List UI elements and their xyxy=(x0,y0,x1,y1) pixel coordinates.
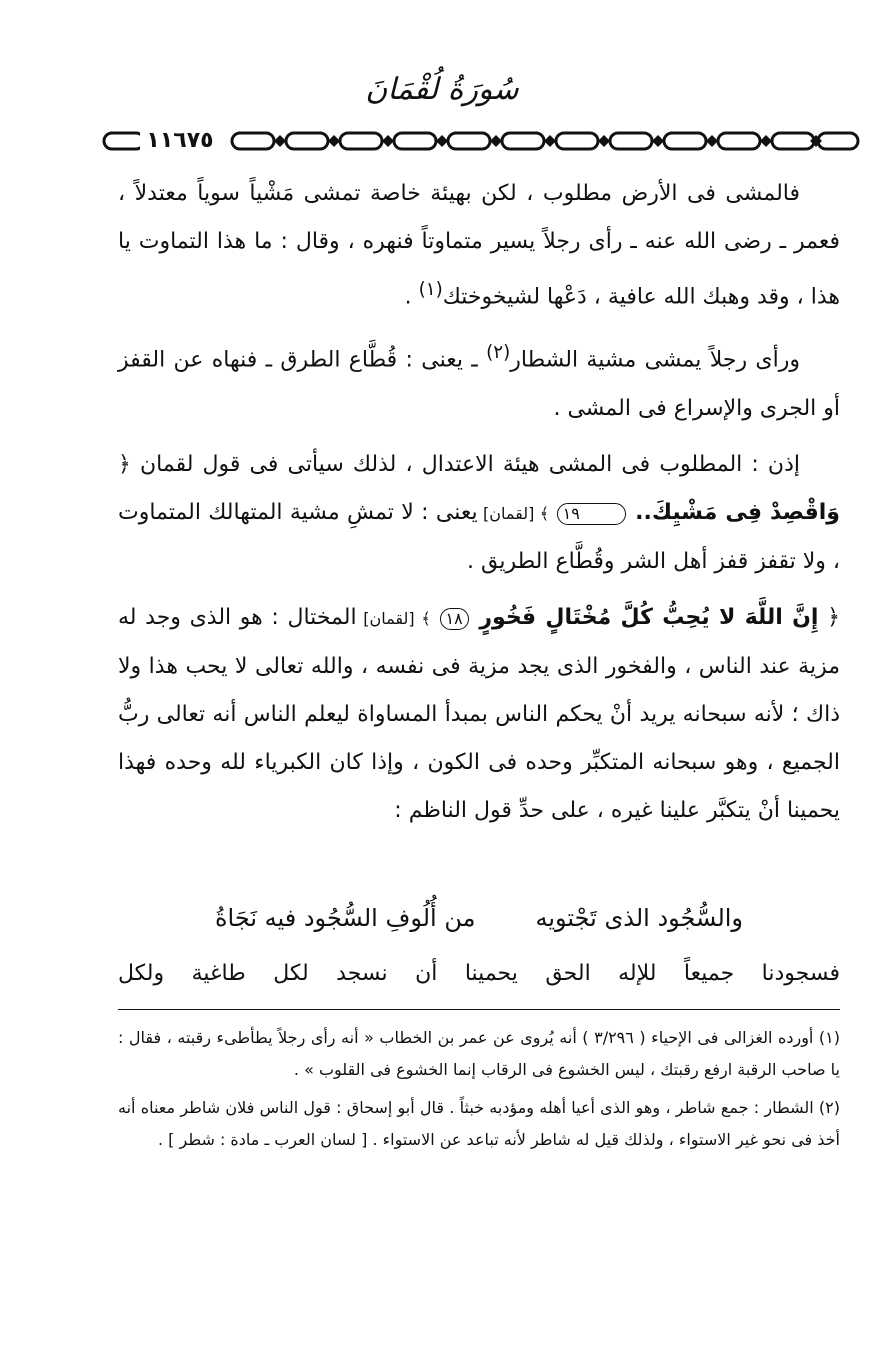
poem-verse xyxy=(118,894,840,942)
continuation-line: فسجودنا جميعاً للإله الحق يحمينا أن نسجد لكل طاغية ولكل xyxy=(118,961,840,986)
page-number: ١١٦٧٥ xyxy=(140,127,220,155)
footnotes xyxy=(118,1022,840,1162)
paragraph-1-text: فالمشى فى الأرض مطلوب ، لكن بهيئة خاصة تمشى مَشْياً سوياً معتدلاً ، فعمر ـ رضى الله عنه ـ رأى رجلاً يسير متماوتاً فنهره ، وقال : ما هذا التماوت يا هذا ، وقد وهبك الله عافية ، دَعْها لشيخوختك xyxy=(118,181,840,310)
footnote-divider xyxy=(118,1009,840,1010)
surah-reference: ﴾ [لقمان] xyxy=(356,608,438,628)
paragraph-1-end: . xyxy=(404,284,419,310)
verse-number-badge: ١٨ xyxy=(440,608,469,630)
poem-hemistich-left: من أُلُوفِ السُّجُود فيه نَجَاةُ xyxy=(214,904,476,932)
quran-verse-18: إِنَّ اللَّهَ لا يُحِبُّ كُلَّ مُخْتَالٍ فَخُورٍ xyxy=(479,604,819,630)
paragraph-4-text: المختال : هو الذى وجد له مزية عند الناس ، والفخور الذى يجد مزية فى نفسه ، والله تعالى لا يحب هذا ولا ذاك ؛ لأنه سبحانه يريد أنْ يحكم الناس بمبدأ المساواة ليعلم الناس أنه تعالى ربُّ الجميع ، وهو سبحانه المتكبِّر وحده فى الكون ، وإذا كان الكبرياء لله وحده فهذا يحمينا أنْ يتكبَّر علينا غيره ، على حدِّ قول الناظم : xyxy=(118,604,840,823)
paragraph-3-text-b: يعنى : لا تمشِ مشية المتهالك المتماوت ، ولا تقفز قفز أهل الشر وقُطَّاع الطريق . xyxy=(118,499,840,574)
paragraph-3 xyxy=(118,441,840,586)
verse-open-bracket: ﴿ xyxy=(818,604,841,630)
footnote-2: (٢) الشطار : جمع شاطر ، وهو الذى أعيا أهله ومؤدبه خبثاً . قال أبو إسحاق : قول الناس فلان شاطر معناه أنه أخذ فى نحو غير الاستواء ، ولذلك قيل له شاطر لأنه تباعد عن الاستواء . [ لسان العرب ـ مادة : شطر ] . xyxy=(118,1098,840,1149)
main-text xyxy=(118,170,840,843)
quran-verse-19: وَاقْصِدْ فِى مَشْيِكَ.. xyxy=(635,499,840,525)
paragraph-2 xyxy=(118,329,840,432)
footnote-1: (١) أورده الغزالى فى الإحياء ( ٣/٢٩٦ ) أنه يُروى عن عمر بن الخطاب « أنه رأى رجلاً يطأطىء رقبته ، فقال : يا صاحب الرقبة ارفع رقبتك ، ليس الخشوع فى الرقاب إنما الخشوع فى القلوب » . xyxy=(118,1028,840,1079)
footnote-ref-1: (١) xyxy=(418,279,443,300)
paragraph-2-text-a: ورأى رجلاً يمشى مشية الشطار xyxy=(510,347,800,373)
paragraph-1 xyxy=(118,170,840,321)
surah-title: سُورَةُ لُقْمَانَ xyxy=(365,72,519,107)
paragraph-3-text-a: إذن : المطلوب فى المشى هيئة الاعتدال ، لذلك سيأتى فى قول لقمان ﴿ xyxy=(118,451,800,477)
surah-reference: ﴾ [لقمان] xyxy=(477,503,555,523)
verse-number-badge: ١٩ xyxy=(557,503,626,525)
paragraph-2-text-b: ـ يعنى : قُطَّاع الطرق ـ فنهاه عن القفز أو الجرى والإسراع فى المشى . xyxy=(118,347,840,421)
paragraph-4 xyxy=(118,594,840,835)
poem-hemistich-right: والسُّجُود الذى تَجْتويه xyxy=(535,904,744,932)
footnote-ref-2: (٢) xyxy=(486,342,511,364)
